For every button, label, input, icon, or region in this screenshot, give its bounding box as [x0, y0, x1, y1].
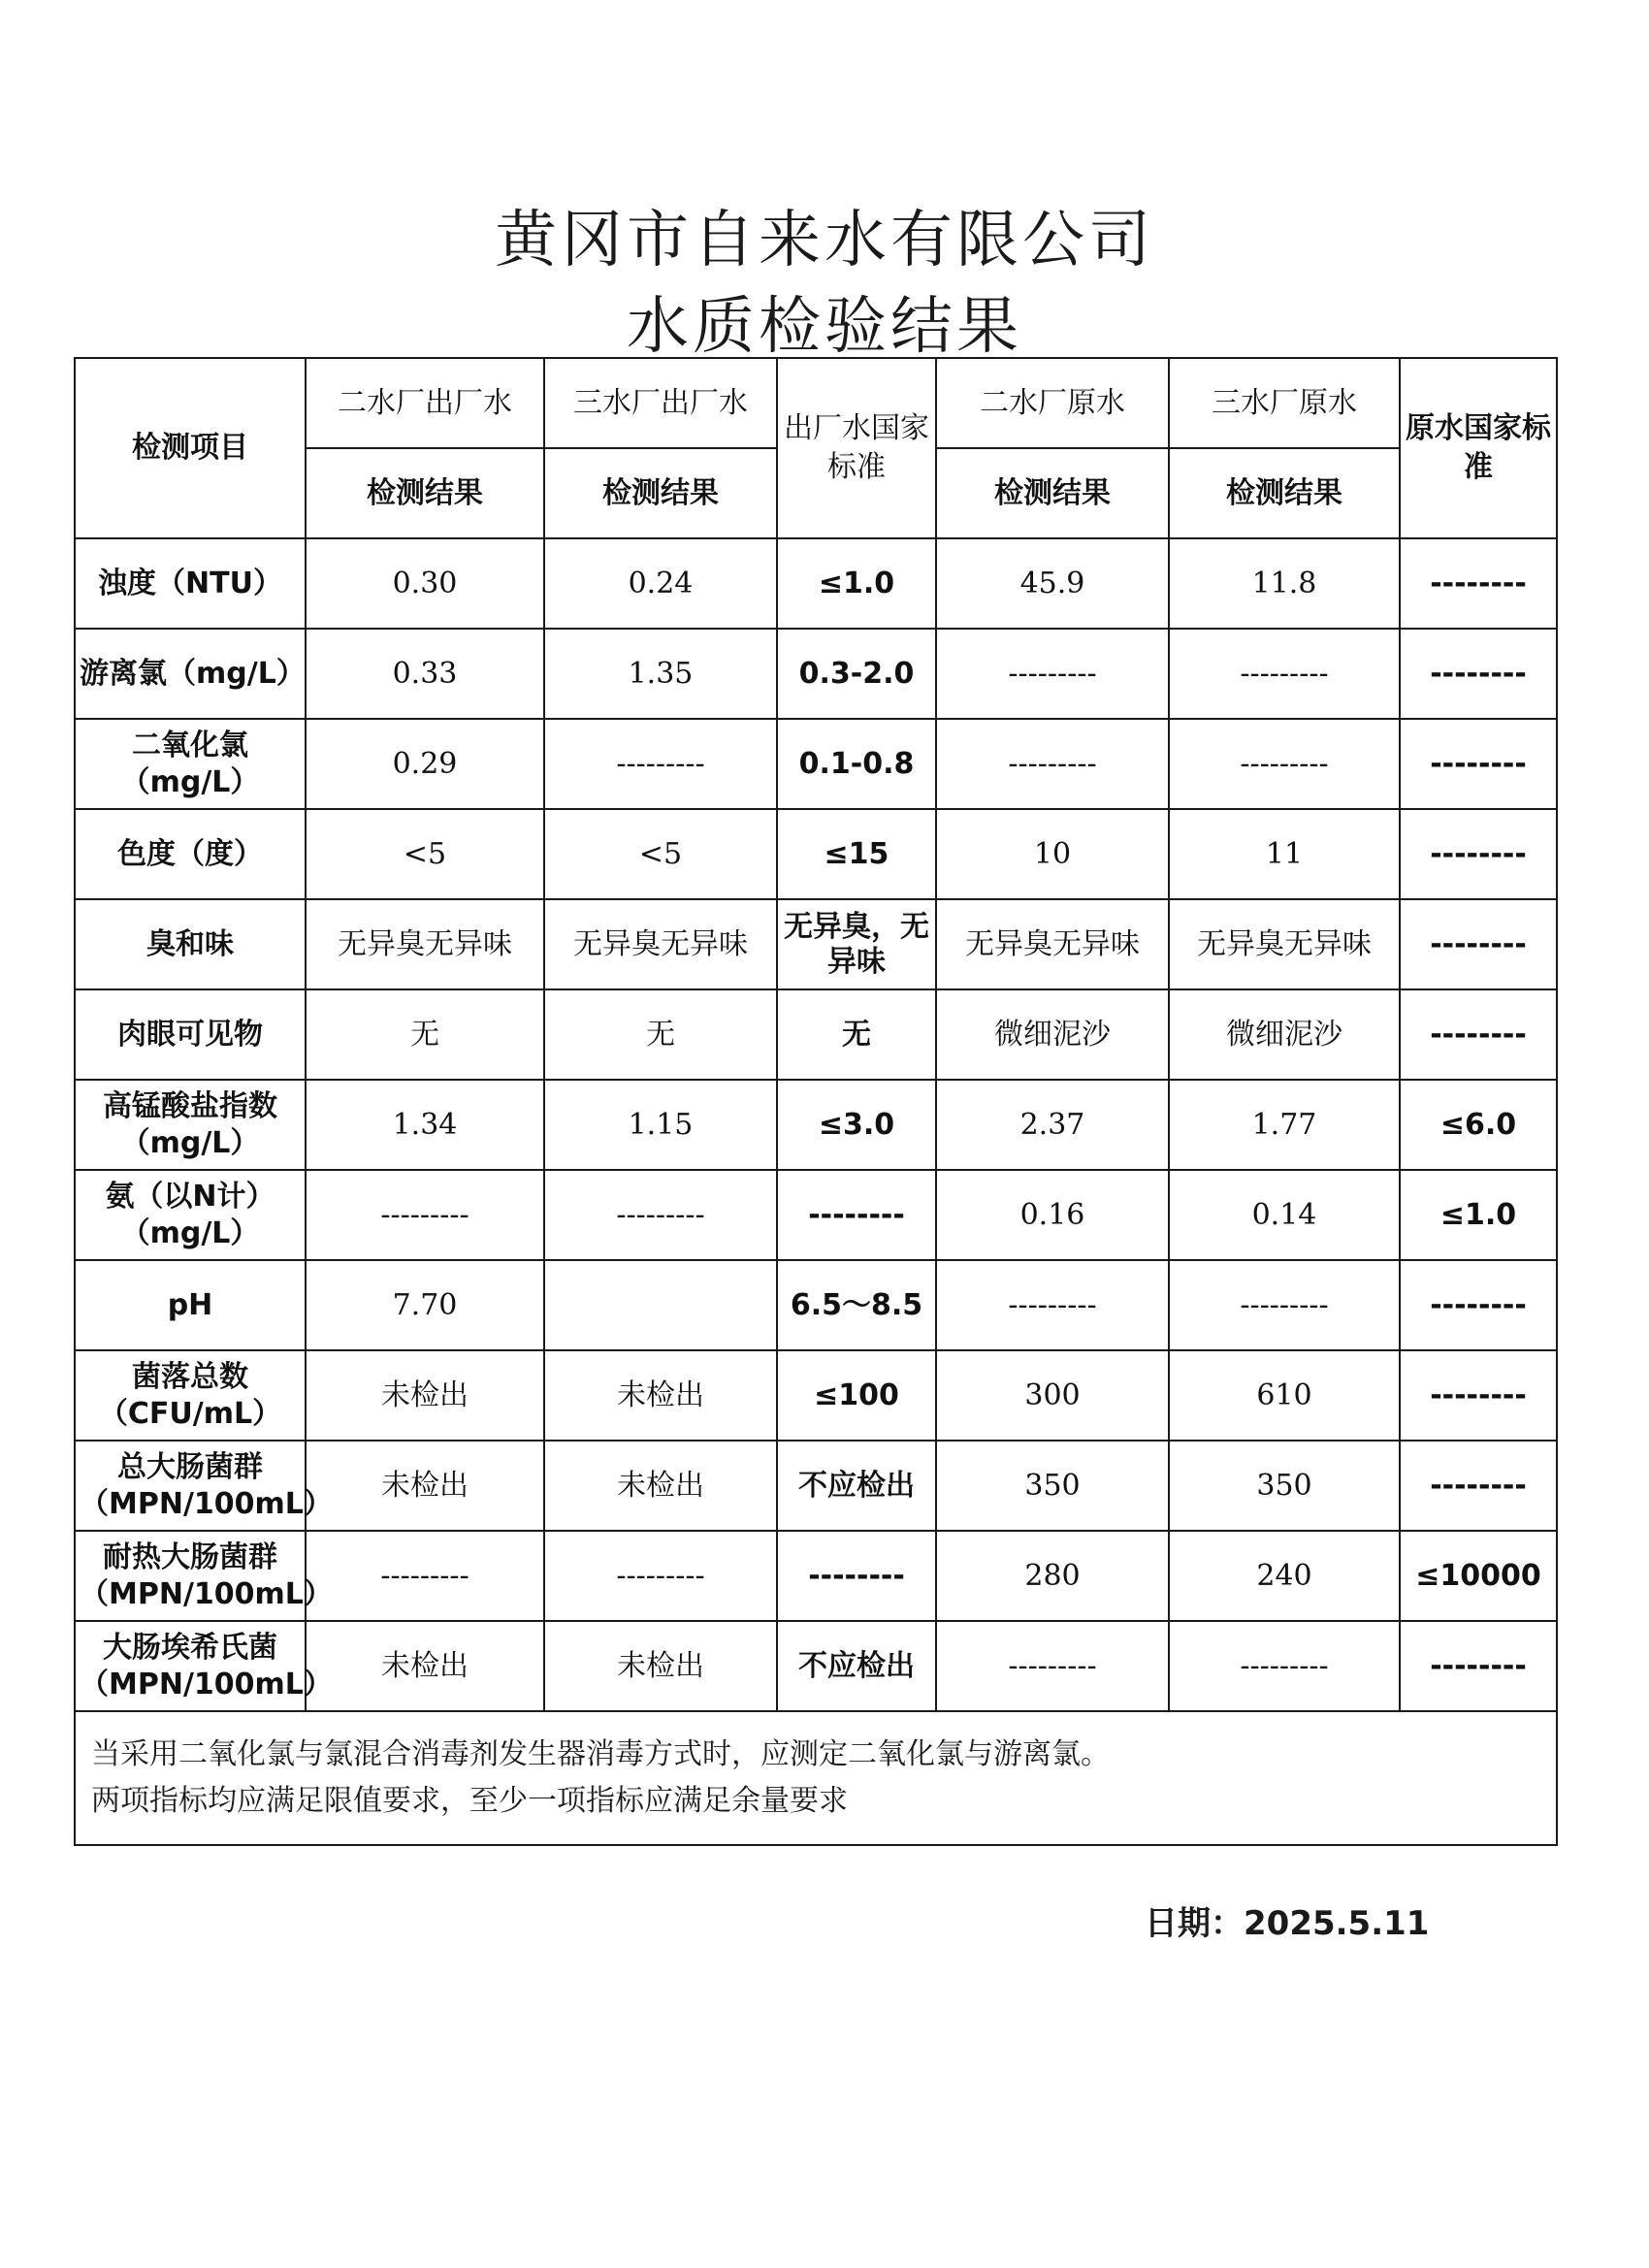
raw-standard: -------- — [1400, 899, 1557, 989]
plant2-outlet-result: 未检出 — [306, 1621, 544, 1711]
item-cell: 总大肠菌群（MPN/100mL） — [75, 1441, 306, 1531]
plant3-outlet-result: 1.15 — [544, 1080, 777, 1170]
outlet-standard: -------- — [777, 1170, 936, 1260]
raw-standard: -------- — [1400, 629, 1557, 719]
note-line-2: 两项指标均应满足限值要求，至少一项指标应满足余量要求 — [91, 1784, 848, 1818]
raw-standard: ≤10000 — [1400, 1531, 1557, 1621]
raw-standard: -------- — [1400, 1350, 1557, 1441]
plant2-raw-result: 280 — [936, 1531, 1169, 1621]
plant2-outlet-result: 0.29 — [306, 719, 544, 809]
table-row — [75, 538, 1557, 629]
plant2-outlet-result: 0.30 — [306, 538, 544, 629]
header-result: 检测结果 — [544, 448, 777, 538]
plant2-raw-result: 45.9 — [936, 538, 1169, 629]
plant3-raw-result: --------- — [1169, 629, 1400, 719]
note-cell — [75, 1711, 1557, 1845]
item-cell: 高锰酸盐指数（mg/L） — [75, 1080, 306, 1170]
raw-standard: -------- — [1400, 809, 1557, 899]
plant3-outlet-result: 1.35 — [544, 629, 777, 719]
outlet-standard: -------- — [777, 1531, 936, 1621]
table-row — [75, 809, 1557, 899]
table-row — [75, 989, 1557, 1080]
plant3-raw-result: 微细泥沙 — [1169, 989, 1400, 1080]
plant3-outlet-result: --------- — [544, 719, 777, 809]
outlet-standard: ≤3.0 — [777, 1080, 936, 1170]
item-cell: 色度（度） — [75, 809, 306, 899]
header-item: 检测项目 — [75, 358, 306, 538]
plant3-raw-result: 0.14 — [1169, 1170, 1400, 1260]
item-cell: 大肠埃希氏菌（MPN/100mL） — [75, 1621, 306, 1711]
plant3-raw-result: 240 — [1169, 1531, 1400, 1621]
item-cell: pH — [75, 1260, 306, 1350]
table-row — [75, 1080, 1557, 1170]
plant2-raw-result: 350 — [936, 1441, 1169, 1531]
plant3-outlet-result: 无 — [544, 989, 777, 1080]
table-row — [75, 1441, 1557, 1531]
table-row — [75, 1260, 1557, 1350]
plant2-raw-result: 2.37 — [936, 1080, 1169, 1170]
plant3-outlet-result: 未检出 — [544, 1441, 777, 1531]
outlet-standard: 0.1-0.8 — [777, 719, 936, 809]
outlet-standard: 0.3-2.0 — [777, 629, 936, 719]
plant3-raw-result: 610 — [1169, 1350, 1400, 1441]
raw-standard: ≤1.0 — [1400, 1170, 1557, 1260]
outlet-standard: 无异臭，无异味 — [777, 899, 936, 989]
raw-standard: -------- — [1400, 989, 1557, 1080]
item-cell: 二氧化氯（mg/L） — [75, 719, 306, 809]
plant2-outlet-result: <5 — [306, 809, 544, 899]
plant2-outlet-result: 未检出 — [306, 1441, 544, 1531]
item-cell: 臭和味 — [75, 899, 306, 989]
raw-standard: -------- — [1400, 1441, 1557, 1531]
plant3-outlet-result: 无异臭无异味 — [544, 899, 777, 989]
plant2-raw-result: 300 — [936, 1350, 1169, 1441]
plant2-outlet-result: 未检出 — [306, 1350, 544, 1441]
plant2-raw-result: --------- — [936, 1260, 1169, 1350]
plant3-outlet-result: 未检出 — [544, 1350, 777, 1441]
header-raw-standard: 原水国家标准 — [1400, 358, 1557, 538]
document-subtitle: 水质检验结果 — [627, 291, 1022, 363]
item-cell: 浊度（NTU） — [75, 538, 306, 629]
plant3-outlet-result: <5 — [544, 809, 777, 899]
outlet-standard: ≤1.0 — [777, 538, 936, 629]
document-title: 黄冈市自来水有限公司 — [495, 205, 1154, 276]
plant2-raw-result: --------- — [936, 629, 1169, 719]
plant3-raw-result: --------- — [1169, 1621, 1400, 1711]
plant3-raw-result: --------- — [1169, 1260, 1400, 1350]
item-cell: 菌落总数（CFU/mL） — [75, 1350, 306, 1441]
outlet-standard: 不应检出 — [777, 1441, 936, 1531]
header-plant2-outlet: 二水厂出厂水 — [306, 358, 544, 448]
plant2-outlet-result: 无 — [306, 989, 544, 1080]
plant2-outlet-result: 1.34 — [306, 1080, 544, 1170]
table-row — [75, 629, 1557, 719]
plant3-raw-result: 11.8 — [1169, 538, 1400, 629]
raw-standard: ≤6.0 — [1400, 1080, 1557, 1170]
results-body — [75, 538, 1557, 1711]
plant2-raw-result: 10 — [936, 809, 1169, 899]
report-date: 日期：2025.5.11 — [1145, 1904, 1430, 1943]
note-line-1: 当采用二氧化氯与氯混合消毒剂发生器消毒方式时，应测定二氧化氯与游离氯。 — [91, 1737, 1110, 1771]
plant2-outlet-result: 7.70 — [306, 1260, 544, 1350]
plant3-raw-result: 11 — [1169, 809, 1400, 899]
plant2-raw-result: --------- — [936, 1621, 1169, 1711]
table-row — [75, 1170, 1557, 1260]
plant3-outlet-result — [544, 1260, 777, 1350]
outlet-standard: 不应检出 — [777, 1621, 936, 1711]
raw-standard: -------- — [1400, 1621, 1557, 1711]
item-cell: 耐热大肠菌群（MPN/100mL） — [75, 1531, 306, 1621]
header-result: 检测结果 — [936, 448, 1169, 538]
item-cell: 肉眼可见物 — [75, 989, 306, 1080]
raw-standard: -------- — [1400, 1260, 1557, 1350]
raw-standard: -------- — [1400, 719, 1557, 809]
plant2-raw-result: --------- — [936, 719, 1169, 809]
plant2-outlet-result: --------- — [306, 1170, 544, 1260]
plant3-outlet-result: --------- — [544, 1531, 777, 1621]
plant2-raw-result: 0.16 — [936, 1170, 1169, 1260]
plant3-raw-result: 无异臭无异味 — [1169, 899, 1400, 989]
item-cell: 氨（以N计）（mg/L） — [75, 1170, 306, 1260]
plant2-raw-result: 微细泥沙 — [936, 989, 1169, 1080]
plant3-outlet-result: 0.24 — [544, 538, 777, 629]
outlet-standard: ≤100 — [777, 1350, 936, 1441]
table-row — [75, 719, 1557, 809]
item-cell: 游离氯（mg/L） — [75, 629, 306, 719]
outlet-standard: ≤15 — [777, 809, 936, 899]
plant3-outlet-result: --------- — [544, 1170, 777, 1260]
plant2-outlet-result: 0.33 — [306, 629, 544, 719]
results-table — [74, 357, 1558, 1846]
table-row — [75, 899, 1557, 989]
plant3-outlet-result: 未检出 — [544, 1621, 777, 1711]
plant2-outlet-result: --------- — [306, 1531, 544, 1621]
plant3-raw-result: 350 — [1169, 1441, 1400, 1531]
outlet-standard: 无 — [777, 989, 936, 1080]
plant3-raw-result: --------- — [1169, 719, 1400, 809]
table-row — [75, 1621, 1557, 1711]
header-outlet-standard: 出厂水国家标准 — [777, 358, 936, 538]
table-row — [75, 1350, 1557, 1441]
header-plant3-outlet: 三水厂出厂水 — [544, 358, 777, 448]
plant2-outlet-result: 无异臭无异味 — [306, 899, 544, 989]
table-row — [75, 1531, 1557, 1621]
outlet-standard: 6.5～8.5 — [777, 1260, 936, 1350]
header-result: 检测结果 — [306, 448, 544, 538]
plant3-raw-result: 1.77 — [1169, 1080, 1400, 1170]
raw-standard: -------- — [1400, 538, 1557, 629]
header-plant3-raw: 三水厂原水 — [1169, 358, 1400, 448]
header-plant2-raw: 二水厂原水 — [936, 358, 1169, 448]
header-result: 检测结果 — [1169, 448, 1400, 538]
plant2-raw-result: 无异臭无异味 — [936, 899, 1169, 989]
